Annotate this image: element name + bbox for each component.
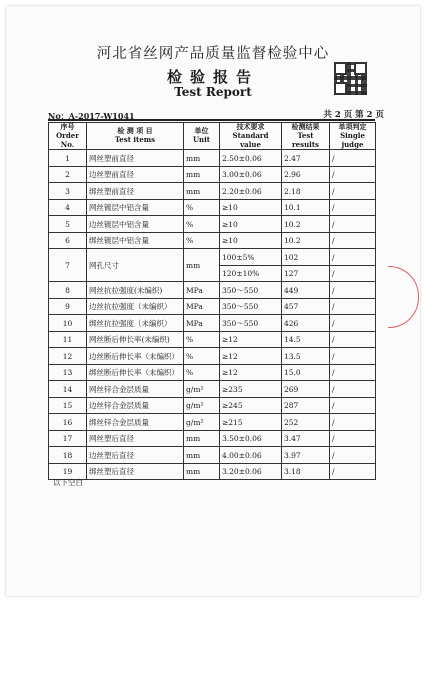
cell-test-item: 边丝塑后直径 <box>87 447 184 464</box>
cell-standard-value: ≥235 <box>220 381 282 398</box>
cell-single-judge: / <box>330 216 376 233</box>
cell-single-judge: / <box>330 183 376 200</box>
table-row <box>49 249 376 266</box>
table-row <box>49 414 376 431</box>
cell-single-judge: / <box>330 232 376 249</box>
cell-unit: % <box>184 348 220 365</box>
cell-test-result: 13.5 <box>282 348 330 365</box>
cell-single-judge: / <box>330 199 376 216</box>
cell-single-judge: / <box>330 348 376 365</box>
cell-test-result: 252 <box>282 414 330 431</box>
cell-order-no: 16 <box>49 414 87 431</box>
cell-test-result: 3.47 <box>282 430 330 447</box>
cell-order-no: 15 <box>49 397 87 414</box>
cell-single-judge: / <box>330 265 376 282</box>
cell-unit: mm <box>184 463 220 480</box>
table-row <box>49 298 376 315</box>
cell-test-item: 边丝断后伸长率（未编织） <box>87 348 184 365</box>
cell-unit: MPa <box>184 282 220 299</box>
cell-test-item: 网丝塑后直径 <box>87 430 184 447</box>
header-test-results: 检测结果 Test results <box>282 123 330 150</box>
table-row <box>49 447 376 464</box>
cell-unit: mm <box>184 249 220 282</box>
cell-test-item: 网丝锌合金层质量 <box>87 381 184 398</box>
cell-standard-value: ≥10 <box>220 199 282 216</box>
header-unit: 单位 Unit <box>184 123 220 150</box>
cell-order-no: 18 <box>49 447 87 464</box>
table-row <box>49 331 376 348</box>
header-rule <box>48 119 375 121</box>
cell-standard-value: ≥10 <box>220 216 282 233</box>
cell-standard-value: ≥245 <box>220 397 282 414</box>
cell-unit: mm <box>184 166 220 183</box>
cell-standard-value: 120±10% <box>220 265 282 282</box>
cell-standard-value: 2.50±0.06 <box>220 150 282 167</box>
table-row <box>49 216 376 233</box>
cell-unit: MPa <box>184 315 220 332</box>
cell-test-result: 10.2 <box>282 232 330 249</box>
cell-standard-value: ≥12 <box>220 348 282 365</box>
cell-order-no: 8 <box>49 282 87 299</box>
cell-test-result: 10.2 <box>282 216 330 233</box>
cell-order-no: 9 <box>49 298 87 315</box>
cell-test-result: 127 <box>282 265 330 282</box>
cell-unit: % <box>184 232 220 249</box>
cell-test-item: 网孔尺寸 <box>87 249 184 282</box>
cell-test-item: 网丝塑前直径 <box>87 150 184 167</box>
cell-test-item: 绑丝锌合金层质量 <box>87 414 184 431</box>
cell-test-item: 网丝抗拉强度(未编织) <box>87 282 184 299</box>
table-row <box>49 166 376 183</box>
cell-single-judge: / <box>330 150 376 167</box>
cell-order-no: 6 <box>49 232 87 249</box>
cell-test-result: 287 <box>282 397 330 414</box>
cell-order-no: 13 <box>49 364 87 381</box>
cell-single-judge: / <box>330 381 376 398</box>
cell-test-item: 边丝抗拉强度（未编织） <box>87 298 184 315</box>
end-of-report-note: 以下空白 <box>53 478 83 487</box>
cell-single-judge: / <box>330 364 376 381</box>
cell-single-judge: / <box>330 463 376 480</box>
cell-standard-value: 3.00±0.06 <box>220 166 282 183</box>
cell-single-judge: / <box>330 249 376 266</box>
table-row <box>49 232 376 249</box>
cell-order-no: 5 <box>49 216 87 233</box>
cell-unit: mm <box>184 183 220 200</box>
qr-code-icon <box>334 62 367 95</box>
cell-test-item: 绑丝断后伸长率（未编织） <box>87 364 184 381</box>
cell-standard-value: 350～550 <box>220 315 282 332</box>
cell-standard-value: ≥12 <box>220 331 282 348</box>
table-row <box>49 183 376 200</box>
table-row <box>49 199 376 216</box>
cell-order-no: 10 <box>49 315 87 332</box>
report-title-cn: 检验报告 <box>166 68 259 86</box>
cell-standard-value: 100±5% <box>220 249 282 266</box>
cell-unit: % <box>184 364 220 381</box>
table-row <box>49 364 376 381</box>
cell-test-result: 102 <box>282 249 330 266</box>
cell-standard-value: 4.00±0.06 <box>220 447 282 464</box>
cell-order-no: 14 <box>49 381 87 398</box>
header-single-judge: 单项判定 Single judge <box>330 123 376 150</box>
org-name: 河北省丝网产品质量监督检验中心 <box>96 46 330 62</box>
cell-test-result: 269 <box>282 381 330 398</box>
report-number: No：A-2017-W1041 <box>48 111 135 121</box>
cell-test-item: 绑丝抗拉强度（未编织） <box>87 315 184 332</box>
table-row <box>49 430 376 447</box>
cell-test-result: 14.5 <box>282 331 330 348</box>
cell-test-result: 2.47 <box>282 150 330 167</box>
table-row <box>49 150 376 167</box>
table-header-row <box>49 123 376 150</box>
cell-unit: mm <box>184 150 220 167</box>
cell-single-judge: / <box>330 414 376 431</box>
cell-standard-value: 350～550 <box>220 282 282 299</box>
cell-order-no: 12 <box>49 348 87 365</box>
report-title-en: Test Report <box>174 85 252 99</box>
cell-order-no: 17 <box>49 430 87 447</box>
cell-standard-value: ≥215 <box>220 414 282 431</box>
header-standard-value: 技术要求 Standard value <box>220 123 282 150</box>
cell-standard-value: ≥12 <box>220 364 282 381</box>
cell-test-item: 绑丝塑前直径 <box>87 183 184 200</box>
cell-single-judge: / <box>330 397 376 414</box>
cell-test-item: 绑丝塑后直径 <box>87 463 184 480</box>
table-row <box>49 381 376 398</box>
cell-test-result: 426 <box>282 315 330 332</box>
cell-test-item: 边丝镀层中铝含量 <box>87 216 184 233</box>
cell-order-no: 7 <box>49 249 87 282</box>
cell-test-result: 3.18 <box>282 463 330 480</box>
table-row <box>49 397 376 414</box>
header-test-items: 检 测 项 目 Test items <box>87 123 184 150</box>
cell-test-item: 网丝断后伸长率(未编织) <box>87 331 184 348</box>
cell-order-no: 2 <box>49 166 87 183</box>
cell-test-result: 2.96 <box>282 166 330 183</box>
cell-order-no: 4 <box>49 199 87 216</box>
cell-test-item: 边丝塑前直径 <box>87 166 184 183</box>
cell-unit: MPa <box>184 298 220 315</box>
header-order-no: 序号 Order No. <box>49 123 87 150</box>
cell-standard-value: 3.50±0.06 <box>220 430 282 447</box>
cell-unit: % <box>184 331 220 348</box>
cell-test-result: 10.1 <box>282 199 330 216</box>
cell-single-judge: / <box>330 298 376 315</box>
cell-unit: mm <box>184 447 220 464</box>
page-count: 共 2 页 第 2 页 <box>323 110 384 120</box>
cell-unit: mm <box>184 430 220 447</box>
table-row <box>49 348 376 365</box>
cell-order-no: 1 <box>49 150 87 167</box>
cell-test-result: 2.18 <box>282 183 330 200</box>
table-row <box>49 463 376 480</box>
cell-test-result: 15.0 <box>282 364 330 381</box>
cell-test-item: 绑丝镀层中铝含量 <box>87 232 184 249</box>
cell-unit: g/m² <box>184 414 220 431</box>
cell-standard-value: 350～550 <box>220 298 282 315</box>
cell-standard-value: 2.20±0.06 <box>220 183 282 200</box>
cell-unit: g/m² <box>184 381 220 398</box>
table-row <box>49 282 376 299</box>
results-table <box>48 122 376 480</box>
cell-single-judge: / <box>330 315 376 332</box>
cell-unit: % <box>184 216 220 233</box>
table-row <box>49 315 376 332</box>
cell-single-judge: / <box>330 430 376 447</box>
cell-test-result: 449 <box>282 282 330 299</box>
cell-test-item: 网丝镀层中铝含量 <box>87 199 184 216</box>
cell-order-no: 11 <box>49 331 87 348</box>
cell-single-judge: / <box>330 166 376 183</box>
cell-standard-value: ≥10 <box>220 232 282 249</box>
cell-standard-value: 3.20±0.06 <box>220 463 282 480</box>
cell-test-item: 边丝锌合金层质量 <box>87 397 184 414</box>
cell-single-judge: / <box>330 331 376 348</box>
cell-unit: g/m² <box>184 397 220 414</box>
cell-order-no: 19 <box>49 463 87 480</box>
cell-test-result: 457 <box>282 298 330 315</box>
cell-test-result: 3.97 <box>282 447 330 464</box>
cell-single-judge: / <box>330 447 376 464</box>
cell-unit: % <box>184 199 220 216</box>
cell-single-judge: / <box>330 282 376 299</box>
cell-order-no: 3 <box>49 183 87 200</box>
